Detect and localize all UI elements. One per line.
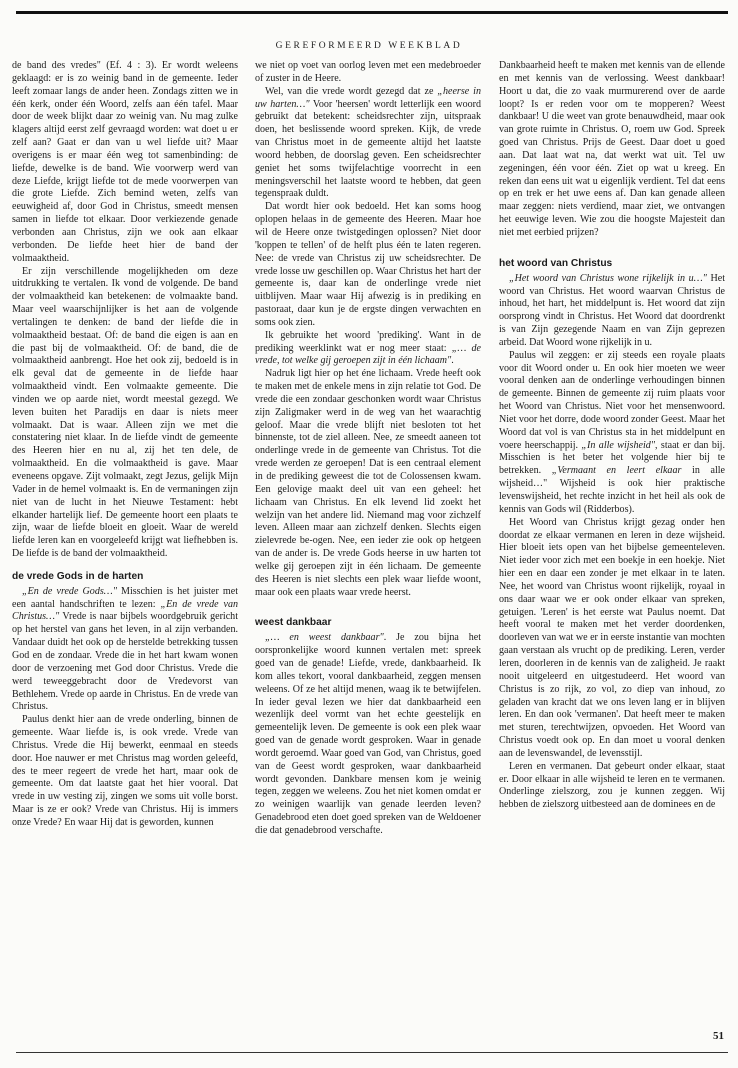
paragraph: Dat wordt hier ook bedoeld. Het kan soms hoog oplopen helaas in de gemeente des Heeren. Maar hoe wil de Heere onze twistgedingen oplossen? Niet door 'koppen te tellen' of de helft plus één te laten regeren. Nee: de vrede van Christus zij uw scheidsrechter. De vrede losse uw geschillen op. Waar Christus het hart der gemeente is, daar kan de onderlinge vrede niet uitblijven. Maar waar Hij afwezig is in prediking en pastoraat, daar kun je de ergste dingen verwachten en soms ook zien. [255, 201, 481, 328]
column-2 [255, 60, 481, 838]
paragraph: Ik gebruikte het woord 'prediking'. Want in de prediking weerklinkt wat er nog meer staat: „… de vrede, tot welke gij geroepen zijt in één lichaam". [255, 329, 482, 367]
section-heading: de vrede Gods in de harten [12, 570, 144, 582]
paragraph: we niet op voet van oorlog leven met een medebroeder of zuster in de Heere. [255, 60, 481, 84]
paragraph: „… en weest dankbaar". Je zou bijna het oorspronkelijke woord kunnen vertalen met: spreek goed van de genade! Liefde, vrede, dankbaarheid. Ik kom alles tekort, vooral dankbaarheid, zeggen mensen weleens. Of ze het altijd menen, waag ik te betwijfelen. In ieder geval lezen we hier dat dankbaarheid een wezenlijk deel vormt van het echte geestelijk en gemeentelijk leven. De gemeente is ook een plek waar goed van de genade wordt gesproken. Waar in genade wordt geroemd. Waar goed van God, van Christus, goed van de Geest wordt gesproken, waar dankbaarheid wordt gevonden. Dankbare mensen kom je weinig tegen, zeggen we weleens. Zou het niet komen omdat er zo weinigen waarlijk van genade leerden leven? Genadebrood eten doet goed spreken van de Weldoener die dat genadebrood verschafte. [255, 632, 482, 836]
column-3 [499, 60, 725, 812]
column-1 [12, 60, 238, 830]
running-header: GEREFORMEERD WEEKBLAD [275, 41, 463, 51]
paragraph: Er zijn verschillende mogelijkheden om deze uitdrukking te vertalen. Ik vond de volgende. De band der volmaaktheid kan betekenen: de volmaakte band. Maar veel waarschijnlijker is het aan de volgende vertalingen te denken: de band der liefde die in volmaaktheid bestaat. Of: de band die eigen is aan en die past bij de volmaaktheid. Of: de band, die de volmaaktheid aanbrengt. Hoe het ook zij, bedoeld is in elk geval dat de gemeente in de liefde haar volmaaktheid vindt. Een volmaakte gemeente. Die vinden we op aarde niet, wordt meestal gezegd. We leven buiten het Paradijs en daar is niets meer volmaakt. Dat is waar. Alleen zijn we met die constatering niet klaar. In de liefde vindt de gemeente des Heeren hier en nu al, zij het ten dele, de volmaaktheid. En die volmaaktheid is gave. Maar eveneens opgave. Zijt volmaakt, zegt Jezus, gelijk Mijn Vader in de hemel volmaakt is. En de vermaningen zijn niet van de lucht in het Nieuwe Testament: hebt elkander hartelijk lief. De gemeente hoort een plaats te zijn, waar de liefde bloeit en gloeit. Waar de wereld liefde leren kan en voorgeleefd krijgt wat liefhebben is. De liefde is de band der volmaaktheid. [12, 265, 238, 560]
paragraph: Dankbaarheid heeft te maken met kennis van de ellende en met kennis van de verlossing. Weest dankbaar! Hoort u dat, die zo vaak murmurerend over de aarde loopt? Is er reden voor om te mopperen? Weest dankbaar! U die weet van grote benauwdheid, maar ook van grote ruimte in Christus. O, roem uw God. Spreek goed van Christus. Prijs de Geest. Daar doet u goed aan. Dat laat wat na, dat werkt wat uit. Tel uw zegeningen, één voor één. Ziet op wat u kreeg. En reken dan eens uit wat u eigenlijk verdient. Tel dat eens op en trek er het uwe eens af. Dan kan genade alleen maar zeggen: niets verdiend, maar ziet, we ontvangen het eeuwige leven. Wie zou die hoogste Majesteit dan niet met eerbied prijzen? [499, 60, 725, 238]
paragraph: „En de vrede Gods…" Misschien is het juister met een aantal handschriften te lezen: „En de vrede van Christus…" Vrede is naar bijbels woordgebruik gericht op het herstel van gans het leven, in al zijn verbanden. Vandaar duidt het ook op de herstelde betrekking tussen God en de zondaar. Vrede die in het hart kwam wonen door de verzoening met God door Christus. Vrede die werd teweeggebracht door de Vredevorst van Bethlehem. Vrede op aarde in Christus. En de vrede van Christus. [12, 585, 239, 713]
paragraph: de band des vredes" (Ef. 4 : 3). Er wordt weleens geklaagd: er is zo weinig band in de gemeente. Ieder leeft zomaar langs de ander heen. Zondags zitten we in één kerk, onder één Woord, zelfs aan één tafel. Maar door de week blijkt daar zo weinig van. Nu mag zulke klagers altijd eerst zelf gevraagd worden: wat doet u er zelf aan? Gaat er dan van u wel liefde uit? Maar overigens is er maar één weg tot samenbinding: de liefde, dewelke is de band. Wie voorwerp werd van deze Liefde, krijgt liefde tot de mede voorwerpen van die grote Liefde. Zich bemind weten, zelfs van eeuwigheid af, door God in Christus, smeedt mensen samen in liefde tot elkaar. Door verkiezende genade verbonden aan Christus, zijn we ook aan elkaar verbonden. De liefde heet hier de band der volmaaktheid. [12, 60, 238, 264]
paragraph: Nadruk ligt hier op het éne lichaam. Vrede heeft ook te maken met de enkele mens in zijn relatie tot God. De vrede die een zondaar geschonken wordt waar Christus zijn Zaligmaker werd in de weg van het waarachtig geloof. Maar die vrede blijft niet besloten tot het binnenste, tot de ziel alleen. Nee, ze smeedt aaneen tot onderlinge vrede in de gemeente van Christus. Tot die vrede werden ze geroepen! Dat is een centraal element in de prediking geweest die tot de Colossensen kwam. Een gelovige maakt deel uit van een geheel: het lichaam van Christus. En elk levend lid zoekt het welzijn van het andere lid. Niemand mag voor zichzelf leven. Alleen maar aan zichzelf denken. Slechts eigen zielevrede be-ogen. Nee, een ieder zie ook op hetgeen van de ander is. De vrede Gods heerse in uw harten tot welke gij geroepen zijt in één lichaam. De gemeente des Heeren is niet slechts een plek waar liefde woont, maar ook een plaats waar vrede heerst. [255, 368, 481, 598]
top-rule [16, 11, 728, 14]
paragraph: Wel, van die vrede wordt gezegd dat ze „heerse in uw harten…" Voor 'heersen' wordt letterlijk een woord gebruikt dat betekent: scheidsrechter zijn, uitspraak doen, het beslissende woord spreken. Kijk, de vrede van Christus moet in de gemeente altijd het laatste woord hebben, de doorslag geven. Een scheidsrechter geniet het soms twijfelachtige voorrecht in een meningsverschil het laatste woord te hebben, dat geen tegenspraak duldt. [255, 85, 481, 200]
paragraph: Leren en vermanen. Dat gebeurt onder elkaar, staat er. Door elkaar in alle wijsheid te leren en te vermanen. Onderlinge zielszorg, zou je kunnen zeggen. Wij hebben de zielszorg uitbesteed aan de dominees en de [499, 760, 725, 811]
section-heading: weest dankbaar [255, 617, 332, 629]
paragraph: Paulus denkt hier aan de vrede onderling, binnen de gemeente. Waar liefde is, is ook vrede. Vrede van Christus. Vrede die Hij bewerkt, eenmaal en steeds door. Hoe nauwer er met Christus mag worden geleefd, des te meer regeert de vrede het hart, maar ook de gemeente. Om dat laatste gaat het hier vooral. Dat vrede in uw vesting zij, zingen we soms uit volle borst. Maar is ze er ook? Vrede van Christus. Hij is immers onze Vrede? En waar Hij dat is geworden, kunnen [12, 714, 238, 828]
paragraph: Paulus wil zeggen: er zij steeds een royale plaats voor dit Woord onder u. En ook hier moeten we weer vooral denken aan de onderlinge verhoudingen binnen de gemeente. Binnen de gemeente zij ruim plaats voor het Woord van Christus. Niet voor het mensenwoord. Niet voor het dorre, dode woord zonder Geest. Maar het Woord dat vol is van Christus sta in het middelpunt en voere heerschappij. „In alle wijsheid", staat er dan bij. Misschien is het beter het volgende hier bij te betrekken. „Vermaant en leert elkaar in alle wijsheid…" Wijsheid is ook hier praktische levenswijsheid, het rechte inzicht in het heil als ook de kennis van Gods wil (Ridderbos). [499, 349, 726, 515]
page-number: 51 [713, 1030, 724, 1042]
paragraph: Het Woord van Christus krijgt gezag onder hen doordat ze elkaar vermanen en leren in deze wijsheid. Hier bloeit iets open van het bijbelse gemeenteleven. Niet ieder voor zich met een boekje in een hoekje. Niet hier een en daar een zonder je met elkaar in te laten. Nee, het woord van Christus woont rijkelijk, royaal in ons daar waar we er ook onder elkaar van spreken, getuigen. 'Leren' is het eerste wat Paulus noemt. Dat heeft vooral te maken met het verder doordenken, doorleven van wat we er in eerste instantie van mochten gaan verstaan als vrucht op de prediking. Leren, verder leren, doorleren in de kennis van de zaligheid. Je raakt nooit uitgeleerd en uitgestudeerd. Het woord van Christus is zo rijk, zo vol, zo diep van inhoud, zo geladen van kracht dat we ons leven lang er in blijven leren. En dan ook 'vermanen'. Dat heeft meer te maken met sturen, terechtwijzen, opvoeden. Het Woord van Christus voedt ook op. En dan moet u vooral denken aan de levenswandel, de levensstijl. [499, 516, 725, 759]
bottom-rule [16, 1052, 728, 1053]
paragraph: „Het woord van Christus wone rijkelijk in u…" Het woord van Christus. Het woord waarvan Christus de inhoud, het hart, het middelpunt is. Het woord dat zijn oorsprong vindt in Christus. Het Woord dat doordrenkt is van Zijn gezegende Naam en van Zijn geprezen arbeid. Dat Woord wone rijkelijk in u. [499, 272, 725, 348]
section-heading: het woord van Christus [499, 257, 613, 269]
